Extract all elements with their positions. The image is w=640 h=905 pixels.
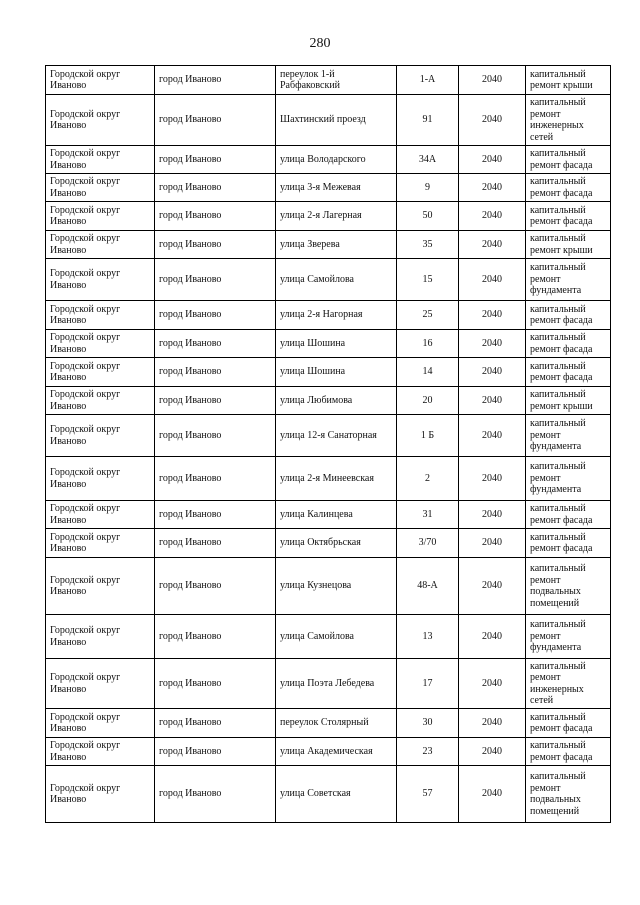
table-row xyxy=(46,659,611,709)
table-row xyxy=(46,301,611,330)
cell-house: 13 xyxy=(397,615,459,659)
cell-street: улица 2-я Минеевская xyxy=(276,457,397,501)
cell-city: город Иваново xyxy=(155,529,276,558)
cell-year: 2040 xyxy=(459,659,526,709)
table-row xyxy=(46,95,611,146)
table-row xyxy=(46,501,611,529)
table-row xyxy=(46,146,611,174)
cell-okrug: Городской округ Иваново xyxy=(46,738,155,766)
cell-okrug: Городской округ Иваново xyxy=(46,66,155,95)
cell-work: капитальный ремонт фасада xyxy=(526,174,611,202)
cell-house: 48-А xyxy=(397,558,459,615)
cell-street: улица Любимова xyxy=(276,387,397,415)
cell-house: 1-А xyxy=(397,66,459,95)
cell-work: капитальный ремонт фасада xyxy=(526,358,611,387)
cell-city: город Иваново xyxy=(155,709,276,738)
cell-okrug: Городской округ Иваново xyxy=(46,558,155,615)
cell-house: 17 xyxy=(397,659,459,709)
cell-city: город Иваново xyxy=(155,501,276,529)
cell-year: 2040 xyxy=(459,202,526,231)
table-row xyxy=(46,174,611,202)
cell-work: капитальный ремонт инженерных сетей xyxy=(526,659,611,709)
cell-year: 2040 xyxy=(459,174,526,202)
cell-city: город Иваново xyxy=(155,146,276,174)
cell-house: 31 xyxy=(397,501,459,529)
cell-street: улица Поэта Лебедева xyxy=(276,659,397,709)
cell-street: улица Академическая xyxy=(276,738,397,766)
cell-street: улица 2-я Нагорная xyxy=(276,301,397,330)
cell-house: 57 xyxy=(397,766,459,823)
table-row xyxy=(46,330,611,358)
cell-street: улица Самойлова xyxy=(276,259,397,301)
cell-work: капитальный ремонт фасада xyxy=(526,529,611,558)
cell-city: город Иваново xyxy=(155,387,276,415)
table-row xyxy=(46,231,611,259)
cell-city: город Иваново xyxy=(155,558,276,615)
cell-okrug: Городской округ Иваново xyxy=(46,387,155,415)
cell-house: 91 xyxy=(397,95,459,146)
cell-street: улица Самойлова xyxy=(276,615,397,659)
cell-street: улица Советская xyxy=(276,766,397,823)
cell-house: 9 xyxy=(397,174,459,202)
cell-house: 30 xyxy=(397,709,459,738)
cell-house: 20 xyxy=(397,387,459,415)
table-row xyxy=(46,387,611,415)
cell-year: 2040 xyxy=(459,146,526,174)
table-row xyxy=(46,615,611,659)
cell-house: 25 xyxy=(397,301,459,330)
cell-okrug: Городской округ Иваново xyxy=(46,529,155,558)
cell-work: капитальный ремонт фасада xyxy=(526,738,611,766)
cell-work: капитальный ремонт фасада xyxy=(526,501,611,529)
cell-okrug: Городской округ Иваново xyxy=(46,259,155,301)
table-row xyxy=(46,558,611,615)
cell-house: 35 xyxy=(397,231,459,259)
cell-house: 1 Б xyxy=(397,415,459,457)
cell-year: 2040 xyxy=(459,457,526,501)
cell-house: 2 xyxy=(397,457,459,501)
cell-year: 2040 xyxy=(459,709,526,738)
cell-okrug: Городской округ Иваново xyxy=(46,95,155,146)
cell-okrug: Городской округ Иваново xyxy=(46,330,155,358)
cell-year: 2040 xyxy=(459,615,526,659)
cell-okrug: Городской округ Иваново xyxy=(46,202,155,231)
cell-work: капитальный ремонт фундамента xyxy=(526,615,611,659)
cell-house: 16 xyxy=(397,330,459,358)
cell-year: 2040 xyxy=(459,558,526,615)
cell-okrug: Городской округ Иваново xyxy=(46,301,155,330)
cell-street: Шахтинский проезд xyxy=(276,95,397,146)
cell-year: 2040 xyxy=(459,330,526,358)
cell-street: улица 3-я Межевая xyxy=(276,174,397,202)
cell-city: город Иваново xyxy=(155,738,276,766)
cell-year: 2040 xyxy=(459,738,526,766)
cell-city: город Иваново xyxy=(155,66,276,95)
cell-work: капитальный ремонт крыши xyxy=(526,66,611,95)
cell-year: 2040 xyxy=(459,387,526,415)
table-row xyxy=(46,66,611,95)
cell-okrug: Городской округ Иваново xyxy=(46,231,155,259)
cell-house: 34А xyxy=(397,146,459,174)
cell-work: капитальный ремонт фасада xyxy=(526,330,611,358)
cell-street: улица Шошина xyxy=(276,330,397,358)
table-row xyxy=(46,415,611,457)
cell-city: город Иваново xyxy=(155,659,276,709)
cell-street: улица Зверева xyxy=(276,231,397,259)
cell-okrug: Городской округ Иваново xyxy=(46,358,155,387)
cell-work: капитальный ремонт фасада xyxy=(526,202,611,231)
cell-city: город Иваново xyxy=(155,301,276,330)
page-number: 280 xyxy=(309,36,331,51)
cell-work: капитальный ремонт крыши xyxy=(526,387,611,415)
cell-work: капитальный ремонт фасада xyxy=(526,301,611,330)
cell-city: город Иваново xyxy=(155,330,276,358)
table-row xyxy=(46,529,611,558)
cell-okrug: Городской округ Иваново xyxy=(46,709,155,738)
cell-street: улица Володарского xyxy=(276,146,397,174)
cell-work: капитальный ремонт фундамента xyxy=(526,457,611,501)
repair-schedule-table xyxy=(45,65,611,823)
cell-work: капитальный ремонт фасада xyxy=(526,146,611,174)
cell-year: 2040 xyxy=(459,358,526,387)
cell-year: 2040 xyxy=(459,95,526,146)
cell-work: капитальный ремонт подвальных помещений xyxy=(526,766,611,823)
cell-city: город Иваново xyxy=(155,457,276,501)
table-row xyxy=(46,457,611,501)
cell-okrug: Городской округ Иваново xyxy=(46,457,155,501)
cell-work: капитальный ремонт фундамента xyxy=(526,259,611,301)
cell-okrug: Городской округ Иваново xyxy=(46,766,155,823)
cell-year: 2040 xyxy=(459,501,526,529)
cell-city: город Иваново xyxy=(155,95,276,146)
table-row xyxy=(46,766,611,823)
cell-work: капитальный ремонт крыши xyxy=(526,231,611,259)
table-row xyxy=(46,738,611,766)
cell-house: 23 xyxy=(397,738,459,766)
cell-year: 2040 xyxy=(459,259,526,301)
cell-street: переулок 1-й Рабфаковский xyxy=(276,66,397,95)
cell-house: 50 xyxy=(397,202,459,231)
cell-year: 2040 xyxy=(459,66,526,95)
cell-okrug: Городской округ Иваново xyxy=(46,415,155,457)
table-row xyxy=(46,358,611,387)
cell-city: город Иваново xyxy=(155,202,276,231)
cell-work: капитальный ремонт инженерных сетей xyxy=(526,95,611,146)
cell-city: город Иваново xyxy=(155,358,276,387)
cell-okrug: Городской округ Иваново xyxy=(46,146,155,174)
cell-year: 2040 xyxy=(459,231,526,259)
cell-street: улица 12-я Санаторная xyxy=(276,415,397,457)
cell-okrug: Городской округ Иваново xyxy=(46,615,155,659)
cell-work: капитальный ремонт фасада xyxy=(526,709,611,738)
cell-city: город Иваново xyxy=(155,766,276,823)
cell-street: улица Кузнецова xyxy=(276,558,397,615)
cell-street: улица 2-я Лагерная xyxy=(276,202,397,231)
cell-year: 2040 xyxy=(459,415,526,457)
cell-street: улица Шошина xyxy=(276,358,397,387)
cell-city: город Иваново xyxy=(155,174,276,202)
cell-street: улица Октябрьская xyxy=(276,529,397,558)
cell-year: 2040 xyxy=(459,766,526,823)
cell-street: улица Калинцева xyxy=(276,501,397,529)
cell-city: город Иваново xyxy=(155,231,276,259)
table-row xyxy=(46,709,611,738)
cell-okrug: Городской округ Иваново xyxy=(46,501,155,529)
cell-city: город Иваново xyxy=(155,615,276,659)
cell-street: переулок Столярный xyxy=(276,709,397,738)
cell-okrug: Городской округ Иваново xyxy=(46,659,155,709)
cell-city: город Иваново xyxy=(155,259,276,301)
table-row xyxy=(46,259,611,301)
cell-work: капитальный ремонт фундамента xyxy=(526,415,611,457)
table-row xyxy=(46,202,611,231)
cell-house: 3/70 xyxy=(397,529,459,558)
cell-okrug: Городской округ Иваново xyxy=(46,174,155,202)
cell-year: 2040 xyxy=(459,529,526,558)
cell-work: капитальный ремонт подвальных помещений xyxy=(526,558,611,615)
cell-house: 14 xyxy=(397,358,459,387)
cell-year: 2040 xyxy=(459,301,526,330)
cell-city: город Иваново xyxy=(155,415,276,457)
cell-house: 15 xyxy=(397,259,459,301)
